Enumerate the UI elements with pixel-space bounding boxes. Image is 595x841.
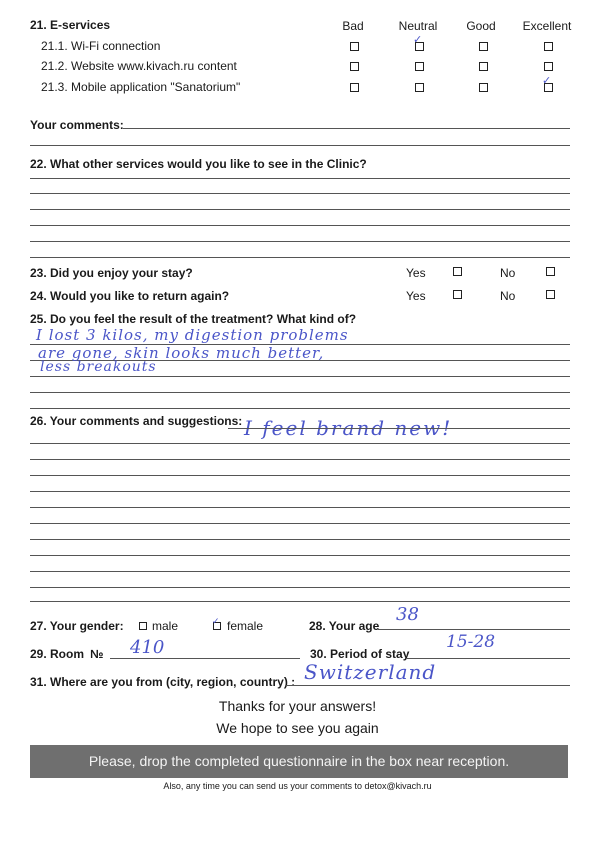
- q31-answer: Switzerland: [304, 660, 437, 684]
- wifi-good-checkbox[interactable]: [479, 42, 488, 51]
- answer-line[interactable]: [30, 178, 570, 179]
- answer-line[interactable]: [30, 392, 570, 393]
- answer-line[interactable]: [30, 241, 570, 242]
- comments-line[interactable]: [30, 145, 570, 146]
- question-23: 23. Did you enjoy your stay?: [30, 266, 193, 280]
- q24-no-label: No: [500, 289, 516, 303]
- gender-male-label: male: [152, 619, 179, 633]
- column-good: Good: [466, 19, 496, 33]
- q24-no-checkbox[interactable]: [546, 290, 555, 299]
- answer-line[interactable]: [30, 507, 570, 508]
- q25-answer-line-1: I lost 3 kilos, my digestion problems: [36, 326, 349, 344]
- country-line[interactable]: [286, 685, 570, 686]
- question-24: 24. Would you like to return again?: [30, 289, 230, 303]
- answer-line[interactable]: [30, 257, 570, 258]
- answer-line[interactable]: [30, 523, 570, 524]
- answer-line[interactable]: [30, 408, 570, 409]
- your-comments-label: Your comments:: [30, 118, 124, 132]
- column-neutral: Neutral: [398, 19, 438, 33]
- checkmark-icon: ✓: [212, 617, 220, 627]
- column-excellent: Excellent: [522, 19, 572, 33]
- question-30: 30. Period of stay: [310, 647, 410, 661]
- mobile-good-checkbox[interactable]: [479, 83, 488, 92]
- answer-line[interactable]: [30, 193, 570, 194]
- q23-yes-checkbox[interactable]: [453, 267, 462, 276]
- instructions-banner: Please, drop the completed questionnaire in the box near reception.: [30, 745, 568, 778]
- question-25: 25. Do you feel the result of the treatment? What kind of?: [30, 312, 357, 326]
- section-21-title: 21. E-services: [30, 18, 111, 32]
- q23-no-label: No: [500, 266, 516, 280]
- question-28: 28. Your age: [309, 619, 380, 633]
- answer-line[interactable]: [30, 491, 570, 492]
- answer-line[interactable]: [30, 209, 570, 210]
- answer-line[interactable]: [30, 555, 570, 556]
- q25-answer-line-2: are gone, skin looks much better,: [38, 344, 325, 362]
- answer-line[interactable]: [30, 571, 570, 572]
- q23-yes-label: Yes: [406, 266, 426, 280]
- footer-email-note: Also, any time you can send us your comments to detox@kivach.ru: [163, 781, 432, 791]
- item-mobile-app-label: 21.3. Mobile application "Sanatorium": [41, 80, 241, 94]
- room-line[interactable]: [110, 658, 300, 659]
- website-good-checkbox[interactable]: [479, 62, 488, 71]
- q30-answer: 15-28: [446, 632, 496, 652]
- q26-answer: I feel brand new!: [244, 416, 453, 440]
- answer-line[interactable]: [30, 376, 570, 377]
- answer-line[interactable]: [30, 539, 570, 540]
- website-bad-checkbox[interactable]: [350, 62, 359, 71]
- answer-line[interactable]: [30, 443, 570, 444]
- answer-line[interactable]: [30, 225, 570, 226]
- website-excellent-checkbox[interactable]: [544, 62, 553, 71]
- mobile-neutral-checkbox[interactable]: [415, 83, 424, 92]
- age-line[interactable]: [378, 629, 570, 630]
- period-line[interactable]: [406, 658, 570, 659]
- website-neutral-checkbox[interactable]: [415, 62, 424, 71]
- item-website-label: 21.2. Website www.kivach.ru content: [41, 59, 237, 73]
- hope-text: We hope to see you again: [216, 720, 379, 736]
- answer-line[interactable]: [30, 601, 570, 602]
- question-31: 31. Where are you from (city, region, country) :: [30, 675, 296, 689]
- checkmark-icon: ✓: [542, 74, 552, 87]
- question-26: 26. Your comments and suggestions:: [30, 414, 243, 428]
- question-27: 27. Your gender:: [30, 619, 124, 633]
- question-29: 29. Room: [30, 647, 85, 661]
- gender-male-checkbox[interactable]: [139, 622, 147, 630]
- wifi-bad-checkbox[interactable]: [350, 42, 359, 51]
- checkmark-icon: ✓: [413, 33, 423, 46]
- number-sign: №: [90, 647, 104, 661]
- answer-line[interactable]: [30, 587, 570, 588]
- wifi-excellent-checkbox[interactable]: [544, 42, 553, 51]
- answer-line[interactable]: [228, 428, 570, 429]
- q24-yes-label: Yes: [406, 289, 426, 303]
- answer-line[interactable]: [30, 459, 570, 460]
- thanks-text: Thanks for your answers!: [218, 698, 377, 714]
- question-22: 22. What other services would you like to see in the Clinic?: [30, 157, 367, 171]
- q24-yes-checkbox[interactable]: [453, 290, 462, 299]
- q28-answer: 38: [396, 604, 419, 625]
- comments-line[interactable]: [123, 128, 570, 129]
- item-wifi-label: 21.1. Wi-Fi connection: [41, 39, 161, 53]
- answer-line[interactable]: [30, 475, 570, 476]
- mobile-bad-checkbox[interactable]: [350, 83, 359, 92]
- q25-answer-line-3: less breakouts: [40, 359, 157, 375]
- gender-female-label: female: [227, 619, 264, 633]
- q29-answer: 410: [130, 637, 165, 658]
- column-bad: Bad: [342, 19, 364, 33]
- q23-no-checkbox[interactable]: [546, 267, 555, 276]
